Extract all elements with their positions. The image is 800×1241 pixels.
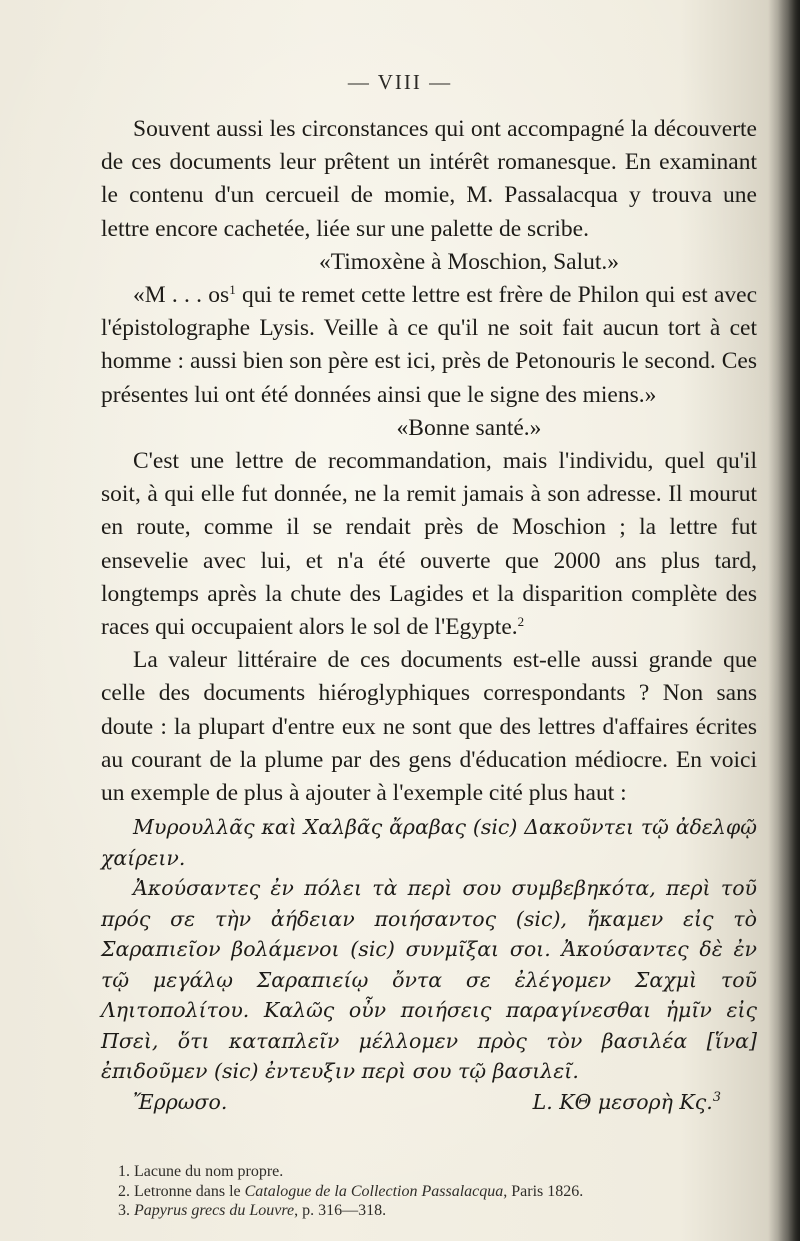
greek-date [533, 1087, 721, 1118]
page-edge-shadow [778, 0, 800, 1241]
paragraph-discovery: Souvent aussi les circonstances qui ont accompagné la découverte de ces documents leur prêtent un intérêt romanesque. En examinant le contenu d'un cercueil de momie, M. Passalacqua y trouva une lettre encore cachetée, liée sur une palette de scribe. [101, 116, 757, 242]
footnote-1 [118, 1162, 758, 1182]
greek-address: Μυρουλλᾶς καὶ Χαλβᾶς ἄραβας (sic) Δακοῦντει τῷ ἀδελφῷ χαίρειν. [101, 815, 757, 870]
footnote-text: , p. 316—318. [294, 1202, 387, 1219]
footnote-2 [118, 1182, 758, 1202]
letter-salutation: «Timoxène à Moschion, Salut.» [318, 248, 620, 275]
footnote-title: Catalogue de la Collection Passalacqua [244, 1182, 504, 1200]
greek-body: Ἀκούσαντες ἐν πόλει τὰ περὶ σου συμβεβηκότα, περὶ τοῦ πρός σε τὴν ἀήδειαν ποιήσαντος (sic), ἤκαμεν εἰς τὸ Σαραπιεῖον βολάμενοι (sic) συνμῖξαι σοι. Ἀκούσαντες δὲ ἐν τῷ μεγάλῳ Σαραπιείῳ ὄντα σε ἐλέγομεν Σαχμὶ τοῦ Ληιτοπολίτου. Καλῶς οὖν ποιήσεις παραγίνεσθαι ἡμῖν εἰς Πσεὶ, ὅτι καταπλεῖν μέλλομεν πρὸς τὸν βασιλέα [ἵνα] ἐπιδοῦμεν (sic) ἐντευξιν περὶ σου τῷ βασιλεῖ. [101, 876, 757, 1084]
greek-signoff [101, 1087, 757, 1118]
footnote-3 [118, 1201, 758, 1221]
letter-body-start: «M . . . os [133, 282, 230, 309]
footnote-text: Lacune du nom propre. [134, 1163, 284, 1180]
paragraph-literary-value: La valeur littéraire de ces documents est-elle aussi grande que celle des documents hiéroglyphiques correspondants ? Non sans doute : la plupart d'entre eux ne sont que des lettres d'affaires écrites au courant de la plume par des gens d'éducation médiocre. En voici un exemple de plus à ajouter à l'exemple cité plus haut : [101, 647, 757, 807]
footnote-text: , Paris 1826. [503, 1182, 584, 1200]
footnotes [118, 1162, 758, 1221]
footnote-ref-2[interactable]: 2 [517, 614, 525, 630]
footnote-number: 2. [118, 1182, 130, 1200]
greek-letter [101, 812, 757, 1117]
greek-date-text: L. ΚΘ μεσορὴ Κς. [532, 1089, 713, 1114]
footnote-ref-1[interactable]: 1 [229, 282, 236, 298]
body-text [101, 113, 757, 1117]
footnote-number: 1. [118, 1163, 130, 1180]
paragraph-recommendation [101, 445, 757, 644]
greek-farewell: Ἔρρωσο. [133, 1089, 228, 1114]
running-head: — VIII — [347, 70, 453, 94]
footnote-title: Papyrus grecs du Louvre [134, 1202, 295, 1219]
footnote-text: Letronne dans le [134, 1182, 245, 1200]
paragraph-recommendation-text: C'est une lettre de recommandation, mais l'individu, quel qu'il soit, à qui elle fut donnée, ne la remit jamais à son adresse. Il mourut en route, comme il se rendait près de Moschion ; la lettre fut ensevelie avec lui, et n'a été ouverte que 2000 ans plus tard, longtemps après la chute des Lagides et la disparition complète des races qui occupaient alors le sol de l'Egypte. [101, 448, 757, 641]
footnote-number: 3. [118, 1202, 130, 1219]
letter-body-rest: qui te remet cette lettre est frère de Philon qui est avec l'épistolographe Lysis. Veille à ce qu'il ne soit fait aucun tort à cet homme : aussi bien son père est ici, près de Petonouris le second. Ces présentes lui ont été données ainsi que le signe des miens.» [101, 282, 757, 408]
footnote-ref-3[interactable]: 3 [712, 1089, 721, 1105]
letter-body [101, 279, 757, 412]
letter-closing: «Bonne santé.» [396, 414, 542, 441]
